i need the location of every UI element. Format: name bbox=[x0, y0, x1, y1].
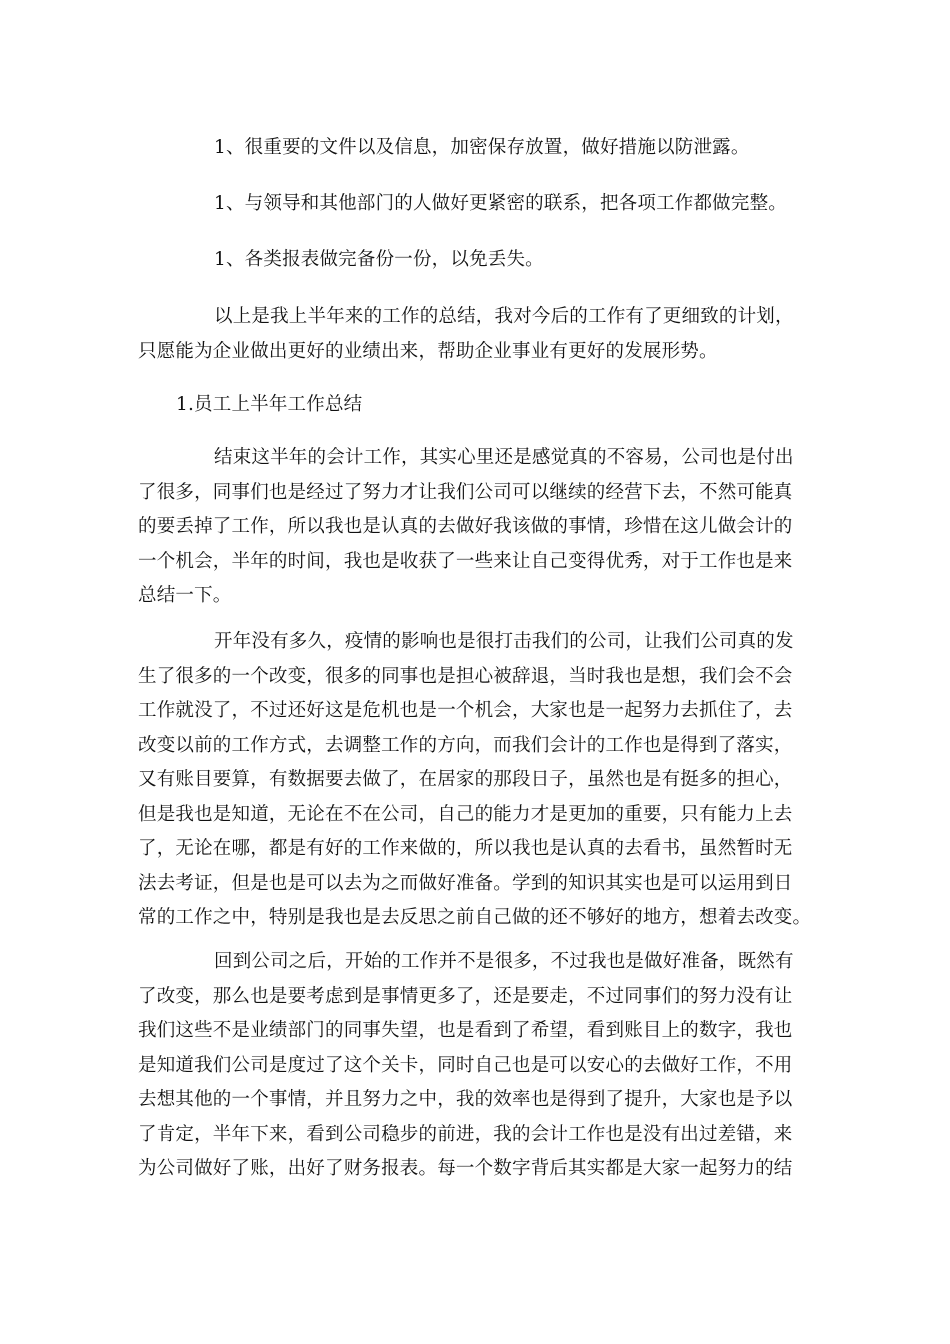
paragraph-line: 了很多，同事们也是经过了努力才让我们公司可以继续的经营下去，不然可能真 bbox=[138, 481, 793, 503]
section-heading bbox=[138, 388, 828, 423]
paragraph-line: 改变以前的工作方式，去调整工作的方向，而我们会计的工作也是得到了落实， bbox=[138, 734, 793, 756]
list-item-text: 1、很重要的文件以及信息，加密保存放置，做好措施以防泄露。 bbox=[214, 137, 750, 158]
paragraph-line: 去想其他的一个事情，并且努力之中，我的效率也是得到了提升，大家也是予以 bbox=[138, 1089, 793, 1110]
body-paragraph bbox=[138, 945, 828, 1187]
paragraph-line: 但是我也是知道，无论在不在公司，自己的能力才是更加的重要，只有能力上去 bbox=[138, 803, 793, 825]
body-paragraph bbox=[138, 625, 828, 936]
paragraph-line: 工作就没了，不过还好这是危机也是一个机会，大家也是一起努力去抓住了，去 bbox=[138, 700, 793, 721]
paragraph-line: 我们这些不是业绩部门的同事失望，也是看到了希望，看到账目上的数字，我也 bbox=[138, 1020, 793, 1041]
paragraph-line: 一个机会，半年的时间，我也是收获了一些来让自己变得优秀，对于工作也是来 bbox=[138, 550, 793, 572]
body-paragraph bbox=[138, 441, 828, 614]
list-item bbox=[138, 131, 828, 166]
paragraph-line: 以上是我上半年来的工作的总结，我对今后的工作有了更细致的计划， bbox=[214, 306, 794, 327]
paragraph-line: 为公司做好了账，出好了财务报表。每一个数字背后其实都是大家一起努力的结 bbox=[138, 1158, 793, 1179]
paragraph-line: 生了很多的一个改变，很多的同事也是担心被辞退，当时我也是想，我们会不会 bbox=[138, 665, 793, 687]
paragraph-line: 了改变，那么也是要考虑到是事情更多了，还是要走，不过同事们的努力没有让 bbox=[138, 985, 793, 1007]
paragraph-line: 了肯定，半年下来，看到公司稳步的前进，我的会计工作也是没有出过差错，来 bbox=[138, 1123, 793, 1145]
paragraph-line: 了，无论在哪，都是有好的工作来做的，所以我也是认真的去看书，虽然暂时无 bbox=[138, 838, 793, 859]
list-item bbox=[138, 243, 828, 278]
paragraph-line: 常的工作之中，特别是我也是去反思之前自己做的还不够好的地方，想着去改变。 bbox=[138, 907, 812, 928]
paragraph-line: 回到公司之后，开始的工作并不是很多，不过我也是做好准备，既然有 bbox=[214, 951, 794, 972]
paragraph-line: 是知道我们公司是度过了这个关卡，同时自己也是可以安心的去做好工作，不用 bbox=[138, 1054, 793, 1076]
paragraph-line: 结束这半年的会计工作，其实心里还是感觉真的不容易，公司也是付出 bbox=[214, 447, 794, 468]
paragraph-line: 的要丢掉了工作，所以我也是认真的去做好我该做的事情，珍惜在这儿做会计的 bbox=[138, 516, 793, 537]
paragraph-line: 只愿能为企业做出更好的业绩出来，帮助企业事业有更好的发展形势。 bbox=[138, 340, 718, 362]
list-item-text: 1、与领导和其他部门的人做好更紧密的联系，把各项工作都做完整。 bbox=[214, 193, 787, 214]
paragraph-line: 又有账目要算，有数据要去做了，在居家的那段日子，虽然也是有挺多的担心， bbox=[138, 769, 793, 790]
paragraph-line: 开年没有多久，疫情的影响也是很打击我们的公司，让我们公司真的发 bbox=[214, 631, 794, 652]
section-heading-text: 1.员工上半年工作总结 bbox=[176, 394, 363, 415]
paragraph-line: 法去考证，但是也是可以去为之而做好准备。学到的知识其实也是可以运用到日 bbox=[138, 872, 793, 894]
paragraph-line: 总结一下。 bbox=[138, 585, 232, 606]
list-item-text: 1、各类报表做完备份一份，以免丢失。 bbox=[214, 249, 544, 270]
list-item bbox=[138, 187, 828, 222]
conclusion-paragraph bbox=[138, 300, 828, 369]
